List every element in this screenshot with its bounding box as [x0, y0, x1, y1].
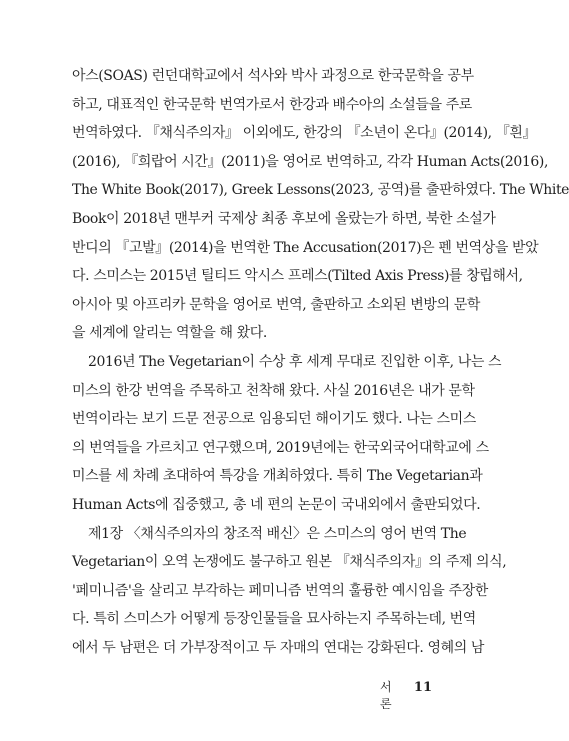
- text-line: 번역이라는 보기 드문 전공으로 임용되던 해이기도 했다. 나는 스미스: [72, 411, 476, 428]
- text-line: Book이 2018년 맨부커 국제상 최종 후보에 올랐는가 하면, 북한 소설가: [72, 210, 496, 227]
- text-line: Human Acts에 집중했고, 총 네 편의 논문이 국내외에서 출판되었다.: [72, 496, 481, 513]
- text-line: 미스의 한강 번역을 주목하고 천착해 왔다. 사실 2016년은 내가 문학: [72, 382, 475, 399]
- text-line: 의 번역들을 가르치고 연구했으며, 2019년에는 한국외국어대학교에 스: [72, 439, 489, 456]
- text-line: Vegetarian이 오역 논쟁에도 불구하고 원본 『채식주의자』의 주제 의식,: [72, 554, 507, 571]
- page-footer: [380, 678, 432, 712]
- text-line: 제1장 〈채식주의자의 창조적 배신〉은 스미스의 영어 번역 The: [88, 525, 467, 542]
- text-line: 아시아 및 아프리카 문학을 영어로 번역, 출판하고 소외된 변방의 문학: [72, 296, 480, 313]
- text-line: 에서 두 남편은 더 가부장적이고 두 자매의 연대는 강화된다. 영혜의 남: [72, 639, 485, 656]
- text-line: 미스를 세 차례 초대하여 특강을 개최하였다. 특히 The Vegetarian과: [72, 468, 483, 485]
- text-line: '페미니즘'을 살리고 부각하는 페미니즘 번역의 훌륭한 예시임을 주장한: [72, 582, 488, 599]
- text-line: 아스(SOAS) 런던대학교에서 석사와 박사 과정으로 한국문학을 공부: [72, 68, 474, 84]
- text-line: 을 세계에 알리는 역할을 해 왔다.: [72, 325, 267, 342]
- page-number: 11: [413, 680, 432, 695]
- book-page-body: [72, 62, 569, 662]
- paragraph-3: [72, 520, 507, 663]
- text-line: The White Book(2017), Greek Lessons(2023, 공역)를 출판하였다. The White: [72, 182, 569, 199]
- text-line: 하고, 대표적인 한국문학 번역가로서 한강과 배수아의 소설들을 주로: [72, 96, 472, 113]
- text-line: 반디의 『고발』(2014)을 번역한 The Accusation(2017)은 펜 번역상을 받았: [72, 239, 539, 256]
- text-line: 다. 스미스는 2015년 틸티드 악시스 프레스(Tilted Axis Press)를 창립해서,: [72, 268, 523, 285]
- text-line: 2016년 The Vegetarian이 수상 후 세계 무대로 진입한 이후, 나는 스: [88, 353, 502, 370]
- text-line: 번역하였다. 『채식주의자』 이외에도, 한강의 『소년이 온다』(2014), 『흰』: [72, 125, 537, 142]
- paragraph-2: [72, 348, 502, 520]
- running-footer-section: 서론: [380, 680, 392, 711]
- text-line: (2016), 『희랍어 시간』(2011)을 영어로 번역하고, 각각 Human Acts(2016),: [72, 153, 549, 170]
- paragraph-1: [72, 62, 569, 348]
- text-line: 다. 특히 스미스가 어떻게 등장인물들을 묘사하는지 주목하는데, 번역: [72, 611, 476, 628]
